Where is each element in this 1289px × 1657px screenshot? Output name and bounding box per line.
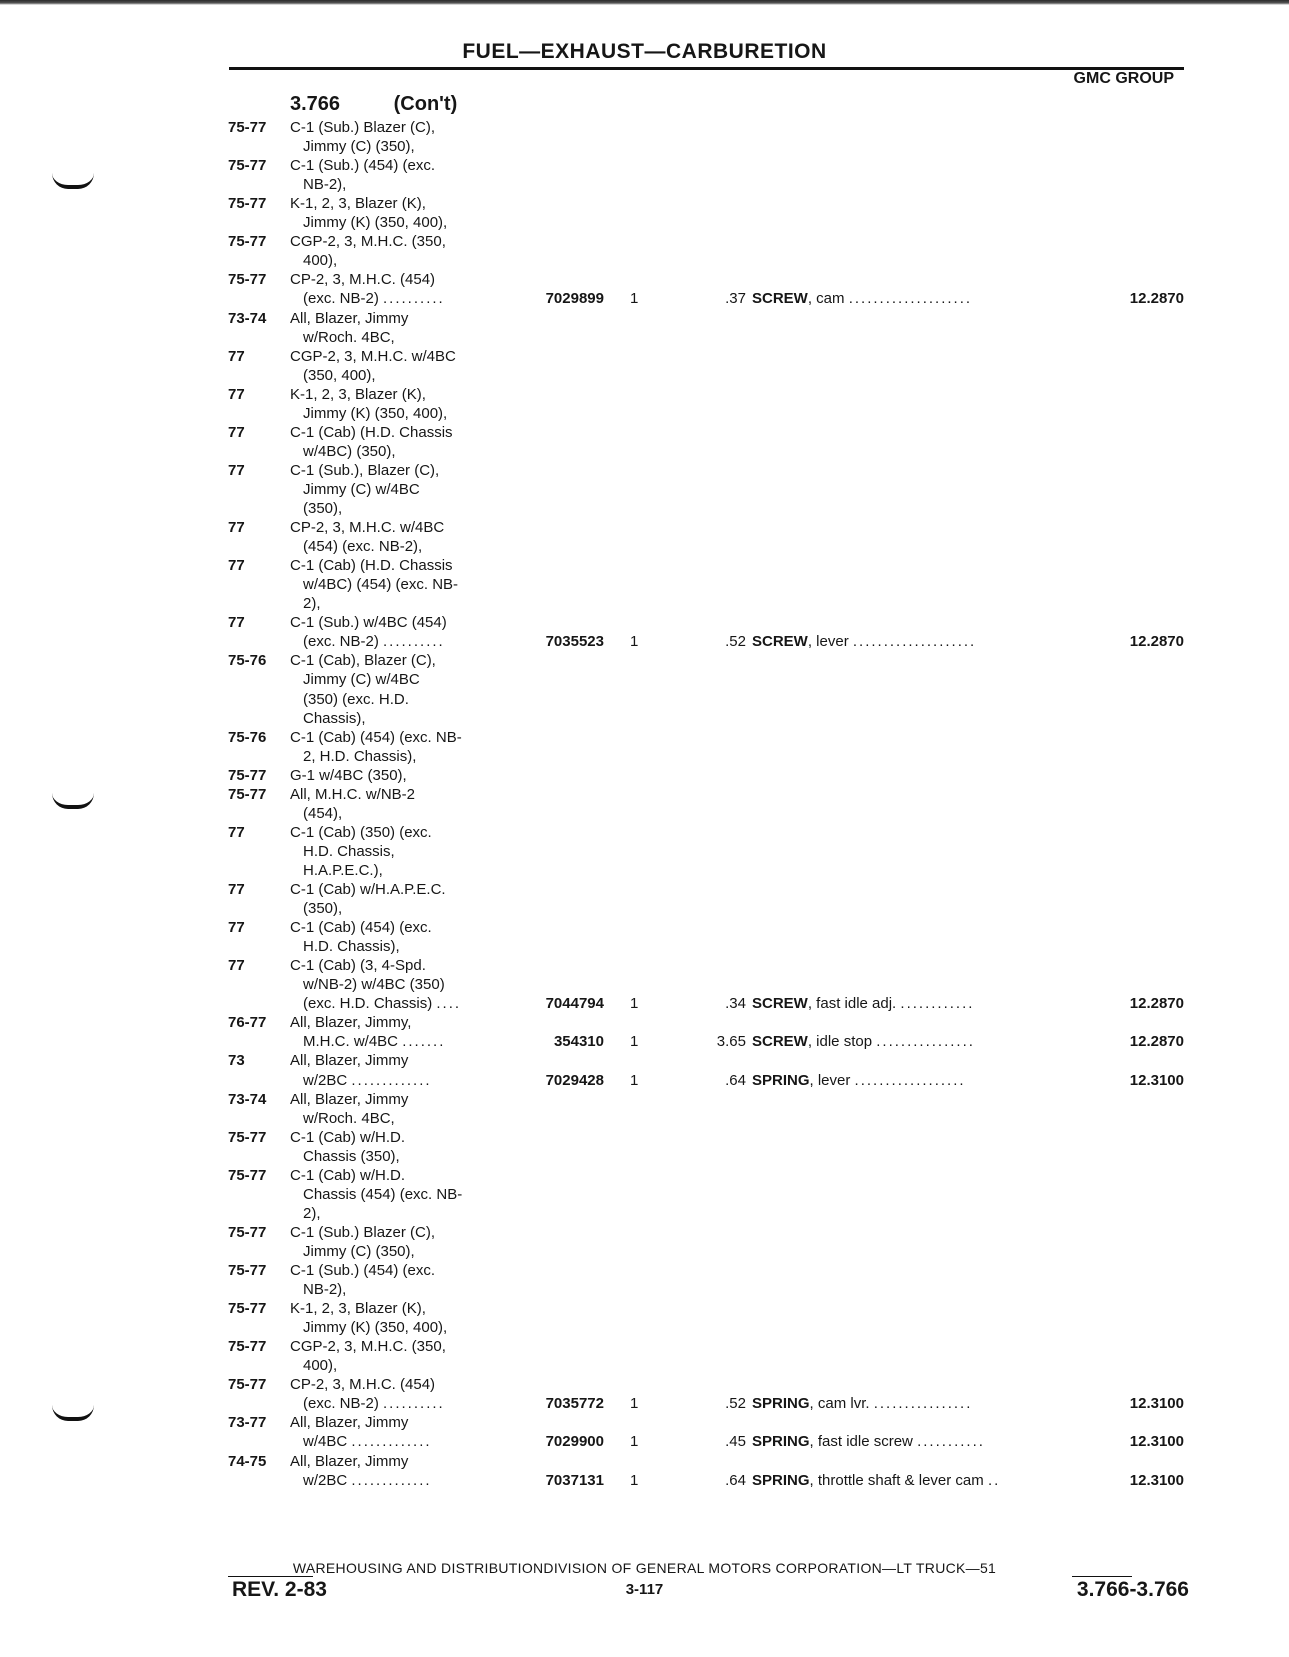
model-years: 76-77	[228, 1014, 267, 1031]
model-years: 75-77	[228, 767, 267, 784]
application-text: C-1 (Sub.) Blazer (C),	[290, 119, 436, 136]
leader-dots: ................	[873, 1395, 973, 1412]
application-text: CGP-2, 3, M.H.C. (350,	[290, 233, 446, 250]
part-name: SPRING	[752, 1433, 810, 1450]
application-row	[0, 1147, 1289, 1166]
application-text: C-1 (Cab) (H.D. Chassis	[290, 424, 453, 441]
application-text: (350, 400),	[303, 367, 376, 384]
application-text: C-1 (Sub.) (454) (exc.	[290, 1262, 436, 1279]
quantity: 1	[630, 290, 639, 307]
model-years: 75-77	[228, 786, 267, 803]
footer-rule-right	[1072, 1576, 1132, 1577]
part-detail: , fast idle screw	[809, 1433, 913, 1450]
application-text: (exc. H.D. Chassis)	[303, 995, 433, 1012]
application-text: C-1 (Cab) w/H.D.	[290, 1129, 406, 1146]
application-row	[0, 670, 1289, 689]
part-row	[0, 1471, 1289, 1490]
part-name: SPRING	[752, 1472, 810, 1489]
application-text: (exc. NB-2)	[303, 1395, 379, 1412]
application-row	[0, 194, 1289, 213]
part-description	[752, 1071, 1077, 1090]
application-text: C-1 (Cab) (454) (exc.	[290, 919, 432, 936]
application-row	[0, 1375, 1289, 1394]
group-number: 12.2870	[1129, 1033, 1184, 1050]
application-row	[0, 1299, 1289, 1318]
model-years: 73-74	[228, 1091, 267, 1108]
model-years: 77	[228, 386, 245, 403]
model-years: 77	[228, 919, 245, 936]
application-text: Jimmy (C) w/4BC	[303, 481, 420, 498]
model-years: 77	[228, 824, 245, 841]
model-years: 74-75	[228, 1453, 267, 1470]
application-text: K-1, 2, 3, Blazer (K),	[290, 1300, 426, 1317]
section-range: 3.766-3.766	[1076, 1578, 1189, 1601]
application-row	[0, 594, 1289, 613]
model-years: 75-77	[228, 195, 267, 212]
part-number: 7035523	[545, 633, 604, 650]
application-row	[0, 861, 1289, 880]
application-row	[0, 1051, 1289, 1070]
application-row	[0, 690, 1289, 709]
part-number: 354310	[553, 1033, 604, 1050]
application-row	[0, 842, 1289, 861]
application-row	[0, 880, 1289, 899]
part-detail: , fast idle adj.	[807, 995, 897, 1012]
application-text: All, Blazer, Jimmy	[290, 310, 409, 327]
application-cell	[303, 289, 445, 308]
application-row	[0, 156, 1289, 175]
application-row	[0, 423, 1289, 442]
application-text: 2),	[303, 1205, 321, 1222]
application-text: CP-2, 3, M.H.C. w/4BC	[290, 519, 445, 536]
application-text: Jimmy (C) (350),	[303, 1243, 415, 1260]
application-row	[0, 1413, 1289, 1432]
application-text: (exc. NB-2)	[303, 290, 379, 307]
application-text: CP-2, 3, M.H.C. (454)	[290, 271, 436, 288]
application-row	[0, 918, 1289, 937]
application-row	[0, 118, 1289, 137]
application-text: (350),	[303, 900, 343, 917]
model-years: 77	[228, 462, 245, 479]
application-text: Jimmy (K) (350, 400),	[303, 405, 448, 422]
group-number: 12.3100	[1129, 1433, 1184, 1450]
application-text: All, Blazer, Jimmy	[290, 1453, 409, 1470]
model-years: 75-77	[228, 119, 267, 136]
model-years: 77	[228, 557, 245, 574]
application-text: Chassis),	[303, 710, 366, 727]
model-years: 77	[228, 424, 245, 441]
application-row	[0, 1242, 1289, 1261]
group-label: GMC GROUP	[1073, 70, 1174, 87]
application-text: Jimmy (C) (350),	[303, 138, 415, 155]
application-text: C-1 (Sub.), Blazer (C),	[290, 462, 440, 479]
part-description	[752, 289, 1077, 308]
model-years: 75-77	[228, 271, 267, 288]
application-text: All, Blazer, Jimmy	[290, 1091, 409, 1108]
application-row	[0, 270, 1289, 289]
group-number: 12.2870	[1129, 633, 1184, 650]
section-heading	[290, 93, 457, 116]
part-description	[752, 1032, 1077, 1051]
application-row	[0, 575, 1289, 594]
application-row	[0, 1337, 1289, 1356]
application-text: w/Roch. 4BC,	[303, 1110, 395, 1127]
part-description	[752, 1432, 1077, 1451]
top-border-rule	[0, 0, 1289, 5]
application-cell	[303, 1471, 432, 1490]
application-text: C-1 (Cab) w/H.A.P.E.C.	[290, 881, 446, 898]
part-row	[0, 1394, 1289, 1413]
application-row	[0, 823, 1289, 842]
part-row	[0, 1071, 1289, 1090]
part-number: 7029900	[545, 1433, 604, 1450]
leader-dots: ....	[436, 995, 462, 1012]
application-text: w/4BC) (454) (exc. NB-	[303, 576, 459, 593]
application-text: M.H.C. w/4BC	[303, 1033, 399, 1050]
application-row	[0, 709, 1289, 728]
application-text: C-1 (Cab), Blazer (C),	[290, 652, 436, 669]
part-name: SCREW	[752, 995, 808, 1012]
model-years: 75-76	[228, 729, 267, 746]
part-number: 7029899	[545, 290, 604, 307]
model-years: 77	[228, 348, 245, 365]
application-text: All, M.H.C. w/NB-2	[290, 786, 416, 803]
part-name: SCREW	[752, 633, 808, 650]
application-row	[0, 1261, 1289, 1280]
application-row	[0, 766, 1289, 785]
application-text: w/Roch. 4BC,	[303, 329, 395, 346]
application-text: CGP-2, 3, M.H.C. w/4BC	[290, 348, 456, 365]
application-row	[0, 1280, 1289, 1299]
application-row	[0, 975, 1289, 994]
list-price: .45	[725, 1433, 746, 1450]
part-description	[752, 994, 1077, 1013]
part-detail: , throttle shaft & lever cam	[809, 1472, 984, 1489]
application-row	[0, 385, 1289, 404]
application-row	[0, 747, 1289, 766]
list-price: .64	[725, 1472, 746, 1489]
part-detail: , idle stop	[807, 1033, 873, 1050]
application-text: C-1 (Sub.) (454) (exc.	[290, 157, 436, 174]
model-years: 73-74	[228, 310, 267, 327]
application-text: C-1 (Cab) (454) (exc. NB-	[290, 729, 462, 746]
leader-dots: .............	[351, 1472, 432, 1489]
application-cell	[303, 1071, 432, 1090]
application-text: K-1, 2, 3, Blazer (K),	[290, 195, 426, 212]
application-text: All, Blazer, Jimmy	[290, 1414, 409, 1431]
model-years: 75-77	[228, 1300, 267, 1317]
part-row	[0, 1432, 1289, 1451]
list-price: .52	[725, 1395, 746, 1412]
application-row	[0, 213, 1289, 232]
application-row	[0, 1356, 1289, 1375]
model-years: 75-77	[228, 1167, 267, 1184]
application-text: Chassis (350),	[303, 1148, 400, 1165]
quantity: 1	[630, 1033, 639, 1050]
application-text: H.A.P.E.C.),	[303, 862, 383, 879]
quantity: 1	[630, 995, 639, 1012]
application-text: C-1 (Cab) (350) (exc.	[290, 824, 432, 841]
application-row	[0, 1452, 1289, 1471]
model-years: 77	[228, 881, 245, 898]
application-row	[0, 518, 1289, 537]
application-row	[0, 537, 1289, 556]
group-number: 12.3100	[1129, 1072, 1184, 1089]
application-row	[0, 137, 1289, 156]
application-row	[0, 728, 1289, 747]
leader-dots: ..................	[854, 1072, 966, 1089]
application-text: w/4BC	[303, 1433, 348, 1450]
application-text: CGP-2, 3, M.H.C. (350,	[290, 1338, 446, 1355]
application-row	[0, 328, 1289, 347]
application-row	[0, 1318, 1289, 1337]
application-row	[0, 1204, 1289, 1223]
header-rule	[229, 67, 1184, 70]
application-text: C-1 (Sub.) Blazer (C),	[290, 1224, 436, 1241]
application-row	[0, 480, 1289, 499]
application-text: NB-2),	[303, 176, 347, 193]
application-text: (350),	[303, 500, 343, 517]
application-row	[0, 785, 1289, 804]
part-row	[0, 289, 1289, 308]
model-years: 75-77	[228, 1262, 267, 1279]
application-text: CP-2, 3, M.H.C. (454)	[290, 1376, 436, 1393]
group-number: 12.2870	[1129, 290, 1184, 307]
application-text: Jimmy (C) w/4BC	[303, 671, 420, 688]
model-years: 77	[228, 519, 245, 536]
model-years: 75-77	[228, 1224, 267, 1241]
model-years: 75-76	[228, 652, 267, 669]
footer-division-line: WAREHOUSING AND DISTRIBUTIONDIVISION OF GENERAL MOTORS CORPORATION—LT TRUCK—51	[292, 1560, 997, 1576]
application-text: 400),	[303, 1357, 338, 1374]
section-number: 3.766	[290, 93, 341, 115]
leader-dots: ............	[900, 995, 975, 1012]
leader-dots: ....................	[852, 633, 977, 650]
application-row	[0, 1090, 1289, 1109]
leader-dots: .............	[351, 1433, 432, 1450]
application-text: (350) (exc. H.D.	[303, 691, 409, 708]
application-row	[0, 1109, 1289, 1128]
application-row	[0, 309, 1289, 328]
application-text: 2, H.D. Chassis),	[303, 748, 417, 765]
part-number: 7037131	[545, 1472, 604, 1489]
part-name: SPRING	[752, 1072, 810, 1089]
part-name: SCREW	[752, 1033, 808, 1050]
application-text: w/2BC	[303, 1472, 348, 1489]
page-title: FUEL—EXHAUST—CARBURETION	[462, 40, 827, 63]
leader-dots: ..	[987, 1472, 1001, 1489]
application-cell	[303, 632, 445, 651]
model-years: 73-77	[228, 1414, 267, 1431]
application-row	[0, 937, 1289, 956]
application-row	[0, 251, 1289, 270]
application-text: C-1 (Cab) w/H.D.	[290, 1167, 406, 1184]
application-text: NB-2),	[303, 1281, 347, 1298]
application-text: C-1 (Sub.) w/4BC (454)	[290, 614, 447, 631]
part-detail: , lever	[807, 633, 849, 650]
model-years: 77	[228, 957, 245, 974]
application-text: All, Blazer, Jimmy,	[290, 1014, 412, 1031]
application-text: w/2BC	[303, 1072, 348, 1089]
list-price: .37	[725, 290, 746, 307]
application-row	[0, 232, 1289, 251]
part-row	[0, 632, 1289, 651]
part-detail: , cam	[807, 290, 845, 307]
application-row	[0, 956, 1289, 975]
application-row	[0, 1223, 1289, 1242]
part-number: 7044794	[545, 995, 604, 1012]
model-years: 75-77	[228, 1338, 267, 1355]
quantity: 1	[630, 633, 639, 650]
application-text: w/NB-2) w/4BC (350)	[303, 976, 445, 993]
leader-dots: ....................	[848, 290, 973, 307]
group-number: 12.3100	[1129, 1395, 1184, 1412]
application-row	[0, 499, 1289, 518]
model-years: 73	[228, 1052, 245, 1069]
part-row	[0, 1032, 1289, 1051]
application-text: K-1, 2, 3, Blazer (K),	[290, 386, 426, 403]
quantity: 1	[630, 1395, 639, 1412]
footer-rule-left	[228, 1576, 313, 1577]
application-cell	[303, 1394, 445, 1413]
part-detail: , cam lvr.	[809, 1395, 870, 1412]
application-row	[0, 175, 1289, 194]
application-text: Jimmy (K) (350, 400),	[303, 214, 448, 231]
application-text: 400),	[303, 252, 338, 269]
quantity: 1	[630, 1072, 639, 1089]
quantity: 1	[630, 1433, 639, 1450]
list-price: 3.65	[716, 1033, 746, 1050]
part-number: 7035772	[545, 1395, 604, 1412]
model-years: 75-77	[228, 1376, 267, 1393]
application-text: Jimmy (K) (350, 400),	[303, 1319, 448, 1336]
model-years: 75-77	[228, 1129, 267, 1146]
application-cell	[303, 1432, 432, 1451]
part-description	[752, 1471, 1077, 1490]
application-row	[0, 442, 1289, 461]
application-text: 2),	[303, 595, 321, 612]
application-text: (454),	[303, 805, 343, 822]
application-row	[0, 1166, 1289, 1185]
list-price: .64	[725, 1072, 746, 1089]
leader-dots: ................	[876, 1033, 975, 1050]
application-row	[0, 404, 1289, 423]
leader-dots: ..........	[383, 1395, 445, 1412]
application-text: (454) (exc. NB-2),	[303, 538, 423, 555]
application-text: H.D. Chassis,	[303, 843, 395, 860]
part-name: SCREW	[752, 290, 808, 307]
application-row	[0, 461, 1289, 480]
application-row	[0, 804, 1289, 823]
part-description	[752, 632, 1077, 651]
application-row	[0, 1013, 1289, 1032]
application-row	[0, 613, 1289, 632]
leader-dots: ..........	[383, 290, 445, 307]
application-text: w/4BC) (350),	[303, 443, 396, 460]
application-row	[0, 556, 1289, 575]
application-cell	[303, 1032, 445, 1051]
group-number: 12.3100	[1129, 1472, 1184, 1489]
quantity: 1	[630, 1472, 639, 1489]
model-years: 75-77	[228, 233, 267, 250]
application-text: G-1 w/4BC (350),	[290, 767, 407, 784]
leader-dots: .............	[351, 1072, 432, 1089]
list-price: .34	[725, 995, 746, 1012]
part-number: 7029428	[545, 1072, 604, 1089]
application-row	[0, 347, 1289, 366]
model-years: 77	[228, 614, 245, 631]
leader-dots: ...........	[917, 1433, 985, 1450]
part-description	[752, 1394, 1077, 1413]
leader-dots: ..........	[383, 633, 445, 650]
application-text: C-1 (Cab) (3, 4-Spd.	[290, 957, 426, 974]
list-price: .52	[725, 633, 746, 650]
application-text: (exc. NB-2)	[303, 633, 379, 650]
leader-dots: .......	[402, 1033, 446, 1050]
revision-date: REV. 2-83	[232, 1578, 327, 1601]
application-text: All, Blazer, Jimmy	[290, 1052, 409, 1069]
part-detail: , lever	[809, 1072, 851, 1089]
model-years: 75-77	[228, 157, 267, 174]
application-row	[0, 366, 1289, 385]
application-row	[0, 899, 1289, 918]
part-name: SPRING	[752, 1395, 810, 1412]
application-row	[0, 1128, 1289, 1147]
application-row	[0, 1185, 1289, 1204]
application-text: H.D. Chassis),	[303, 938, 400, 955]
application-text: C-1 (Cab) (H.D. Chassis	[290, 557, 453, 574]
application-row	[0, 651, 1289, 670]
part-row	[0, 994, 1289, 1013]
section-continued-note: (Con't)	[393, 93, 458, 115]
application-cell	[303, 994, 461, 1013]
application-text: Chassis (454) (exc. NB-	[303, 1186, 463, 1203]
group-number: 12.2870	[1129, 995, 1184, 1012]
page-number: 3-117	[625, 1581, 664, 1598]
